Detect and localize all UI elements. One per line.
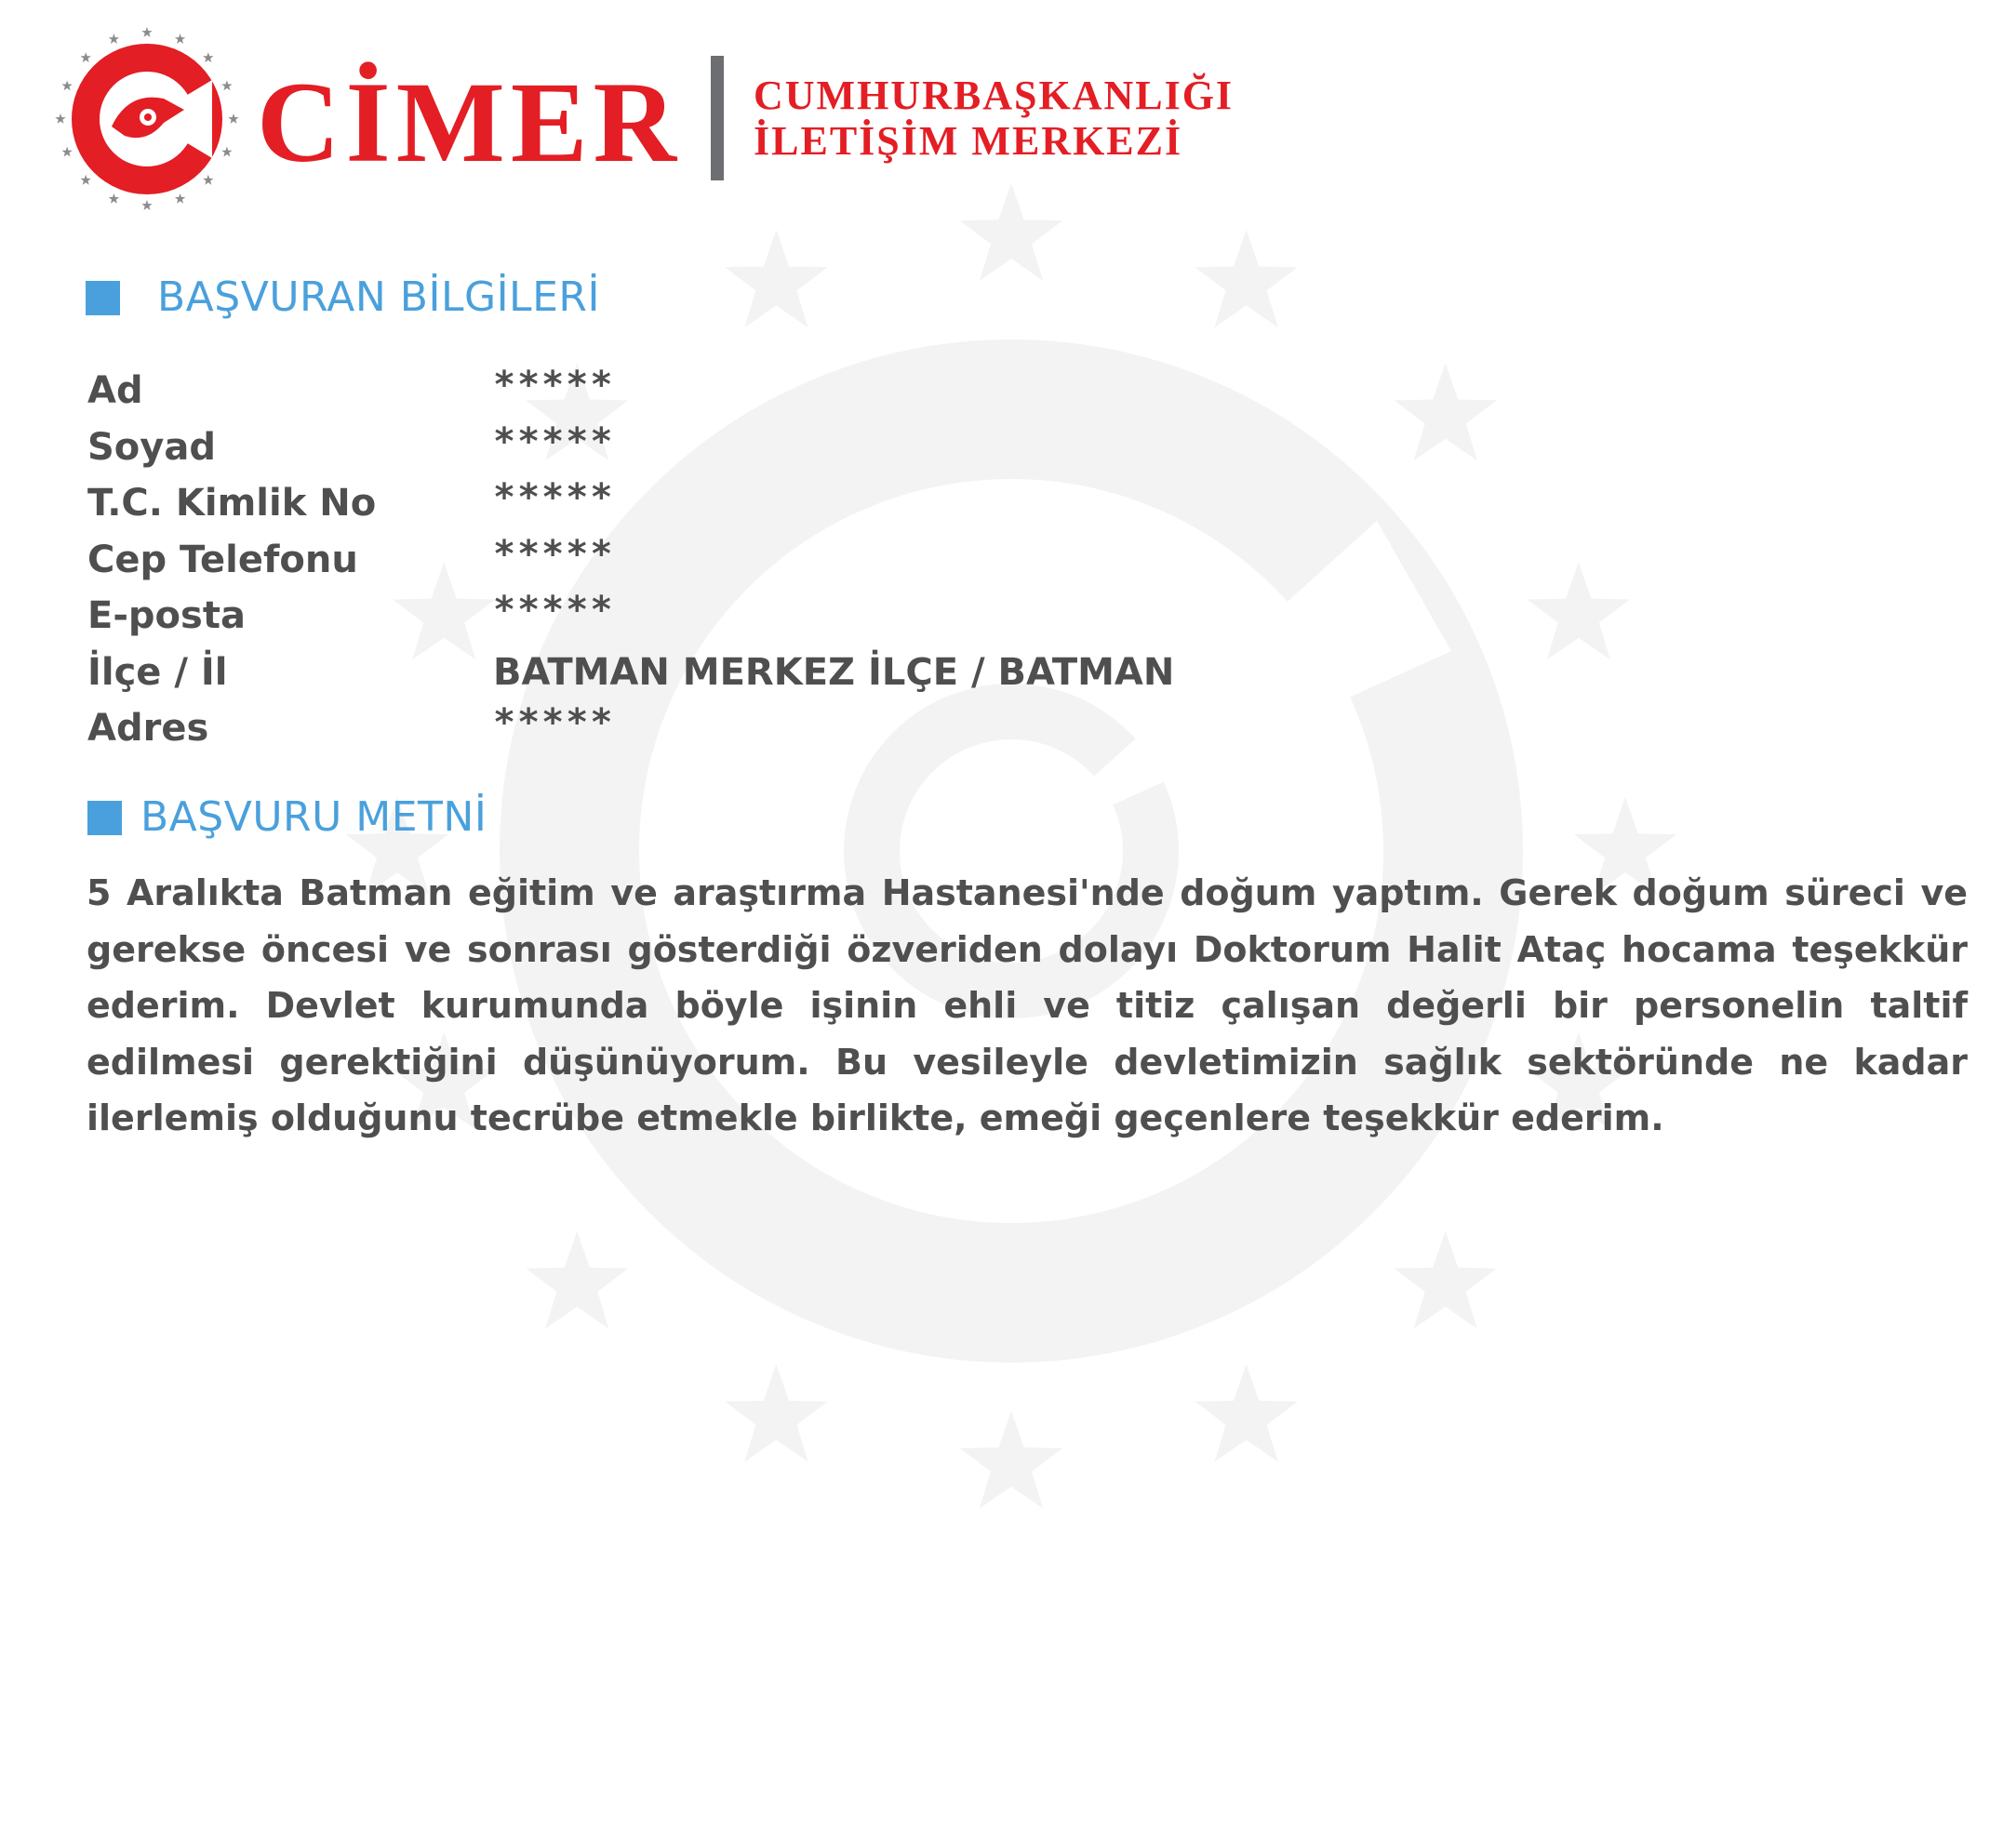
field-value: BATMAN MERKEZ İLÇE / BATMAN: [493, 650, 1175, 694]
field-label: E-posta: [87, 594, 246, 637]
application-text-section-heading: [87, 793, 487, 841]
square-bullet-icon: [87, 801, 122, 835]
info-row-ad: [87, 364, 1576, 427]
field-label: Soyad: [87, 425, 216, 469]
field-label: Adres: [87, 707, 209, 750]
field-value: *****: [493, 419, 615, 463]
info-row-tc-kimlik-no: [87, 476, 1576, 539]
field-value: *****: [493, 364, 615, 406]
applicant-section-heading: [86, 273, 600, 321]
logo-subtitle-line2: İLETİŞİM MERKEZİ: [754, 118, 1183, 164]
info-row-adres: [87, 701, 1576, 765]
field-value: *****: [493, 532, 615, 576]
applicant-info-table: [87, 364, 1576, 765]
logo-subtitle-line1: CUMHURBAŞKANLIĞI: [754, 73, 1235, 118]
info-row-ilce-il: [87, 652, 1576, 709]
field-label: T.C. Kimlik No: [87, 482, 377, 525]
logo-wordmark: CİMER: [257, 59, 683, 186]
field-label: İlçe / İl: [87, 650, 228, 694]
application-body-text: 5 Aralıkta Batman eğitim ve araştırma Hastanesi'nde doğum yaptım. Gerek doğum süreci ve gerekse öncesi ve sonrası gösterdiği özveriden dolayı Doktorum Halit Ataç hocama teşekkür ederim. Devlet kurumunda böyle işinin ehli ve titiz çalışan değerli bir personelin taltif edilmesi gerektiğini düşünüyorum. Bu vesileyle devletimizin sağlık sektöründe ne kadar ilerlemiş olduğunu tecrübe etmekle birlikte, emeği geçenlere teşekkür ederim.: [87, 872, 1968, 1138]
field-value: *****: [493, 701, 615, 744]
info-row-soyad: [87, 419, 1576, 484]
application-text-section-title: BAŞVURU METNİ: [140, 793, 487, 841]
info-row-e-posta: [87, 589, 1576, 652]
field-label: Cep Telefonu: [87, 538, 358, 581]
info-row-cep-telefonu: [87, 532, 1576, 596]
applicant-section-title: BAŞVURAN BİLGİLERİ: [157, 273, 600, 321]
field-value: *****: [493, 476, 615, 519]
field-label: Ad: [87, 369, 143, 412]
square-bullet-icon: [86, 281, 120, 315]
field-value: *****: [493, 589, 615, 632]
